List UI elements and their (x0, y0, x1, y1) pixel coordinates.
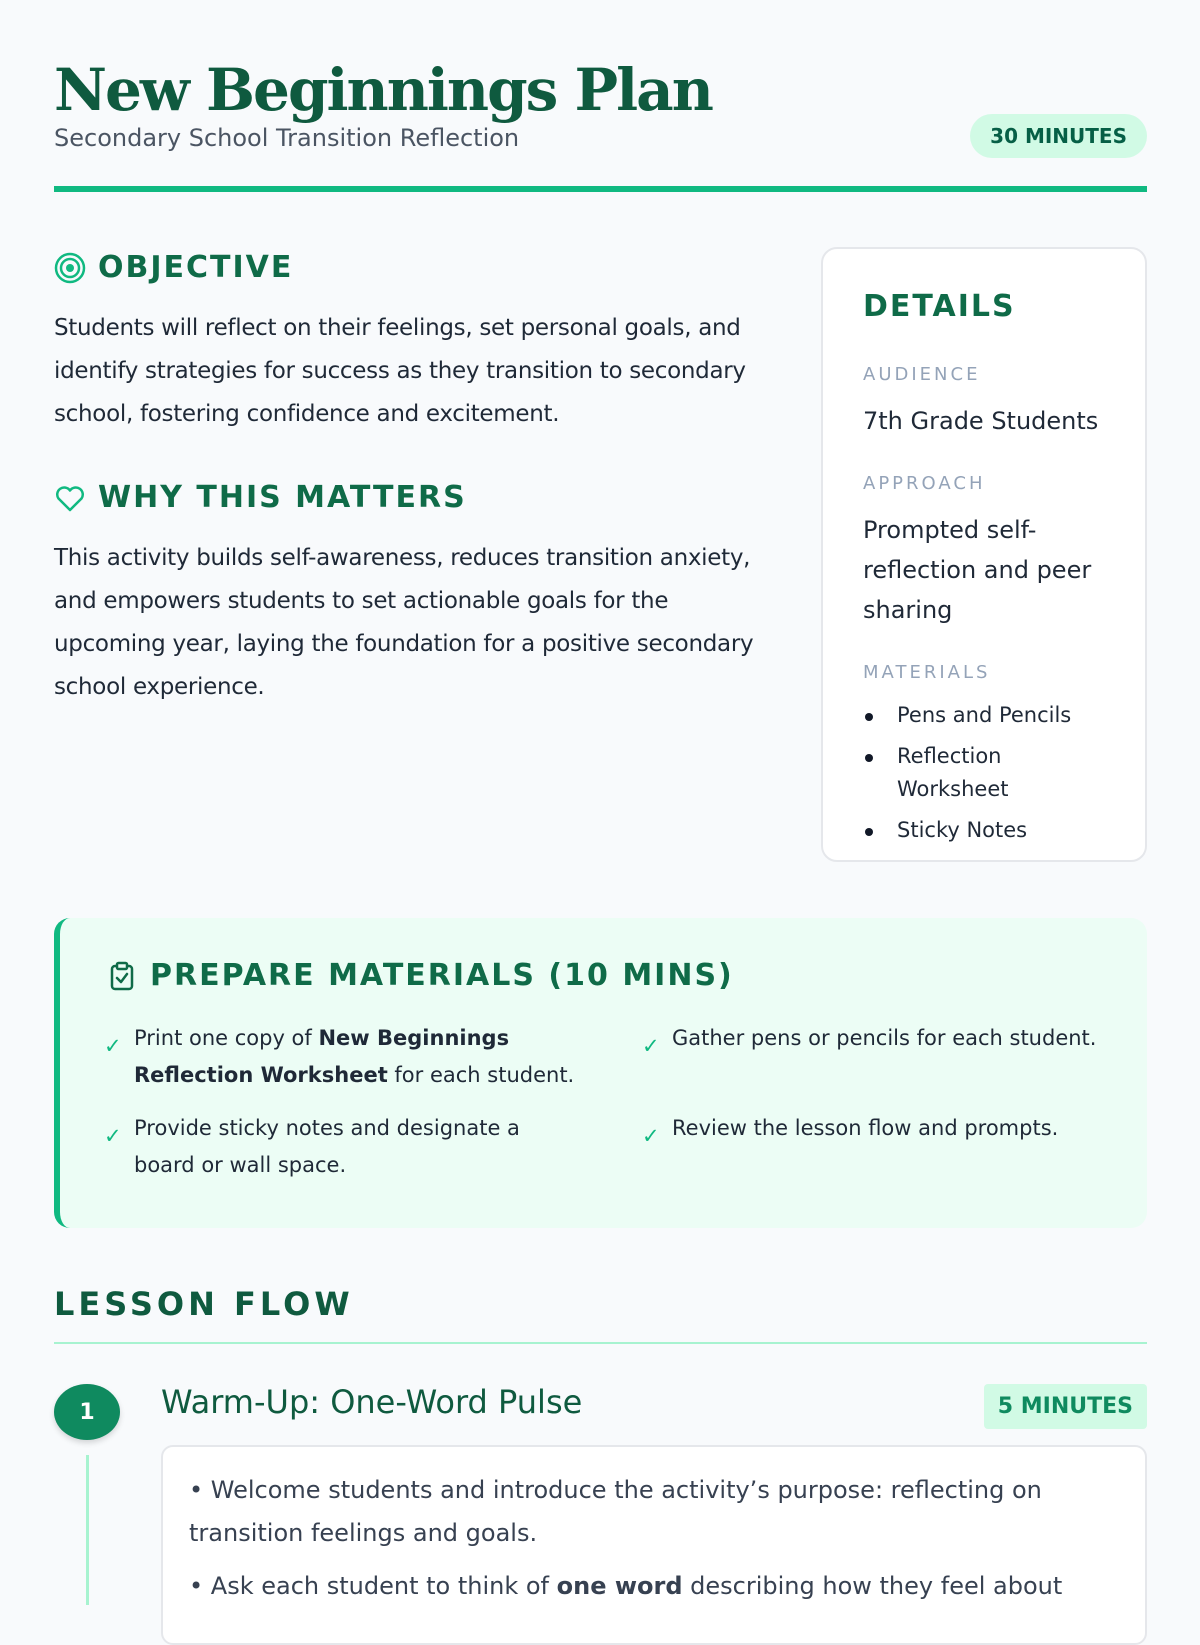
prep-item: ✓ Provide sticky notes and designate a board or wall space. (104, 1116, 520, 1177)
check-icon: ✓ (104, 1124, 122, 1148)
clipboard-check-icon (106, 960, 138, 992)
step-bullet: • Welcome students and introduce the activity’s purpose: reflecting on transition feelings and goals. (189, 1476, 1042, 1547)
details-card (821, 247, 1147, 862)
materials-item: Reflection Worksheet (863, 740, 1107, 806)
prep-item: ✓ Print one copy of New Beginnings Reflection Worksheet for each student. (104, 1026, 575, 1087)
materials-item: Sticky Notes (863, 814, 1107, 847)
check-icon: ✓ (104, 1034, 122, 1058)
step-bullet: • Ask each student to think of one word describing how they feel about (189, 1572, 1063, 1600)
step-card (161, 1445, 1147, 1645)
objective-heading (54, 250, 293, 285)
why-heading-label: WHY THIS MATTERS (98, 480, 467, 515)
materials-list (863, 699, 1107, 847)
materials-item: Pens and Pencils (863, 699, 1107, 732)
details-heading: DETAILS (863, 289, 1016, 324)
step-duration-badge: 5 MINUTES (984, 1384, 1147, 1429)
objective-text: Students will reflect on their feelings, set personal goals, and identify strategies for success as they transition to secondary school, fostering confidence and excitement. (54, 315, 746, 427)
page-subtitle: Secondary School Transition Reflection (54, 124, 520, 152)
prep-item: ✓ Review the lesson flow and prompts. (642, 1110, 1132, 1147)
prep-item: ✓ Gather pens or pencils for each student. (642, 1020, 1132, 1057)
step-connector-line (86, 1455, 89, 1605)
target-icon (54, 252, 86, 284)
objective-heading-label: OBJECTIVE (98, 250, 294, 285)
step-title: Warm-Up: One-Word Pulse (161, 1383, 583, 1421)
prepare-materials-box (54, 918, 1147, 1228)
lesson-flow-heading: LESSON FLOW (54, 1285, 354, 1323)
materials-label: MATERIALS (863, 662, 991, 683)
duration-badge: 30 MINUTES (970, 114, 1147, 158)
why-text: This activity builds self-awareness, reduces transition anxiety, and empowers students to set actionable goals for the upcoming year, laying the foundation for a positive secondary school experience. (54, 545, 754, 700)
step-number: 1 (54, 1384, 120, 1440)
header-divider (54, 186, 1147, 192)
audience-label: AUDIENCE (863, 364, 981, 385)
prepare-heading-label: PREPARE MATERIALS (10 MINS) (150, 958, 734, 993)
check-icon: ✓ (642, 1034, 660, 1058)
check-icon: ✓ (642, 1124, 660, 1148)
prepare-heading (106, 958, 734, 993)
lesson-flow-divider (54, 1342, 1147, 1344)
page-title: New Beginnings Plan (54, 56, 712, 124)
why-heading (54, 480, 467, 515)
heart-icon (54, 482, 86, 514)
approach-label: APPROACH (863, 473, 986, 494)
approach-value: Prompted self-reflection and peer sharing (863, 516, 1092, 624)
audience-value: 7th Grade Students (863, 407, 1099, 435)
